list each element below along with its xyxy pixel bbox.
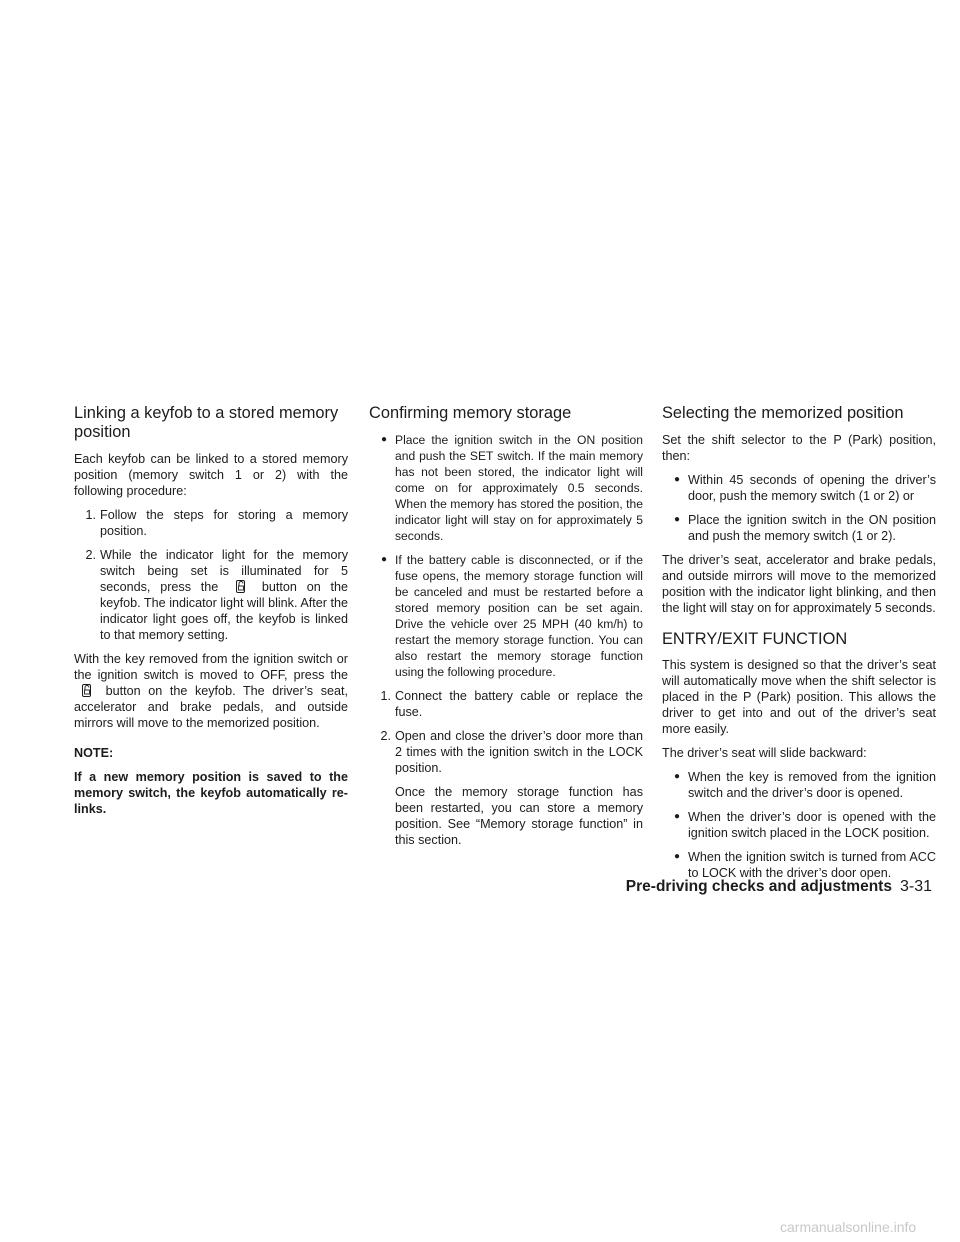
- note-body: If a new memory position is saved to the memory switch, the keyfob automatically re-links.: [74, 770, 348, 816]
- bullet-text: When the ignition switch is turned from ACC to LOCK with the driver’s door open.: [688, 850, 936, 880]
- bullet-text: Within 45 seconds of opening the driver’s door, push the memory switch (1 or 2) or: [688, 473, 936, 503]
- page-number: 3-31: [899, 878, 932, 895]
- step-text: [100, 547, 348, 643]
- list-item: [369, 688, 643, 720]
- bullet-icon: ●: [674, 474, 681, 485]
- list-item: [662, 769, 936, 801]
- keyfob-unlock-icon: [230, 579, 250, 593]
- bullet-text: If the battery cable is disconnected, or if the fuse opens, the memory storage function will be canceled and must be restarted before a stored memory position can be set again. Drive the vehicle over 25 MPH (40 km/h) to restart the memory storage function. You can also restart the memory storage function using the following procedure.: [395, 553, 643, 679]
- bullet-icon: ●: [674, 514, 681, 525]
- list-item: [369, 728, 643, 776]
- watermark: carmanualsonline.info: [780, 1219, 917, 1235]
- step-text-a: While the indicator light for the memory switch being set is illuminated for 5 seconds, press the: [100, 548, 348, 594]
- bullet-text: When the driver’s door is opened with the ignition switch placed in the LOCK position.: [688, 810, 936, 840]
- bullet-list: [662, 472, 936, 544]
- list-item: [369, 432, 643, 544]
- slide-intro: The driver’s seat will slide backward:: [662, 746, 867, 760]
- step-text: Connect the battery cable or replace the fuse.: [395, 689, 643, 719]
- list-item: [662, 512, 936, 544]
- bullet-list: [662, 769, 936, 881]
- step-number: 2.: [380, 729, 391, 743]
- bullet-icon: ●: [674, 771, 681, 782]
- list-item: [662, 849, 936, 881]
- bullet-text: Place the ignition switch in the ON position and push the memory switch (1 or 2).: [688, 513, 936, 543]
- bullet-text: When the key is removed from the ignition switch and the driver’s door is opened.: [688, 770, 936, 800]
- footer-section-title: Pre-driving checks and adjustments: [625, 878, 892, 895]
- bullet-icon: ●: [381, 434, 388, 445]
- bullet-icon: ●: [674, 811, 681, 822]
- list-item: [74, 507, 348, 539]
- list-item: [662, 809, 936, 841]
- bullet-text: Place the ignition switch in the ON position and push the SET switch. If the main memory has not been stored, the indicator light will come on for approximately 0.5 seconds. When the memory has stored the position, the indicator light will stay on for approximately 5 seconds.: [395, 433, 643, 543]
- heading-linking-keyfob: Linking a keyfob to a stored memory position: [74, 404, 339, 441]
- memorized-paragraph: The driver’s seat, accelerator and brake pedals, and outside mirrors will move to the memorized position with the indicator light blinking, and then the light will stay on for approximately 5 seconds.: [662, 553, 936, 615]
- step-number: 2.: [85, 548, 96, 562]
- note-heading: NOTE:: [74, 746, 114, 760]
- list-item: [662, 472, 936, 504]
- steps-list: [74, 507, 348, 643]
- list-item: [74, 547, 348, 643]
- keyfob-paragraph-b: button on the keyfob. The driver’s seat, accelerator and brake pedals, and outside mirrors will move to the memorized position.: [74, 684, 348, 730]
- entry-exit-paragraph: This system is designed so that the driver’s seat will automatically move when the shift selector is placed in the P (Park) position. This allows the driver to get into and out of the driver’s seat more easily.: [662, 658, 936, 736]
- keyfob-unlock-icon: [76, 683, 96, 697]
- steps-list: [369, 688, 643, 776]
- intro-paragraph: Set the shift selector to the P (Park) position, then:: [662, 433, 936, 463]
- keyfob-paragraph-a: With the key removed from the ignition switch or the ignition switch is moved to OFF, press the: [74, 652, 348, 682]
- bullet-list: [369, 432, 643, 680]
- bullet-icon: ●: [674, 851, 681, 862]
- keyfob-paragraph: [74, 651, 348, 731]
- step-text: Open and close the driver’s door more than 2 times with the ignition switch in the LOCK position.: [395, 729, 643, 775]
- step-text-b: button on the keyfob. The indicator light will blink. After the indicator light goes off, the keyfob is linked to that memory setting.: [100, 580, 349, 642]
- heading-entry-exit: ENTRY/EXIT FUNCTION: [662, 630, 848, 648]
- heading-selecting-position: Selecting the memorized position: [662, 404, 904, 422]
- restart-paragraph: Once the memory storage function has been restarted, you can store a memory position. See “Memory storage function” in this section.: [395, 785, 643, 847]
- page-footer: [626, 878, 932, 896]
- heading-confirming-storage: Confirming memory storage: [369, 404, 572, 422]
- bullet-icon: ●: [381, 554, 388, 565]
- column-confirming-storage: [369, 404, 643, 848]
- step-text: Follow the steps for storing a memory position.: [100, 508, 348, 538]
- step-number: 1.: [380, 689, 391, 703]
- column-linking-keyfob: [74, 404, 348, 817]
- column-selecting-position: [662, 404, 936, 889]
- step-number: 1.: [85, 508, 96, 522]
- intro-paragraph: Each keyfob can be linked to a stored memory position (memory switch 1 or 2) with the following procedure:: [74, 452, 348, 498]
- list-item: [369, 552, 643, 680]
